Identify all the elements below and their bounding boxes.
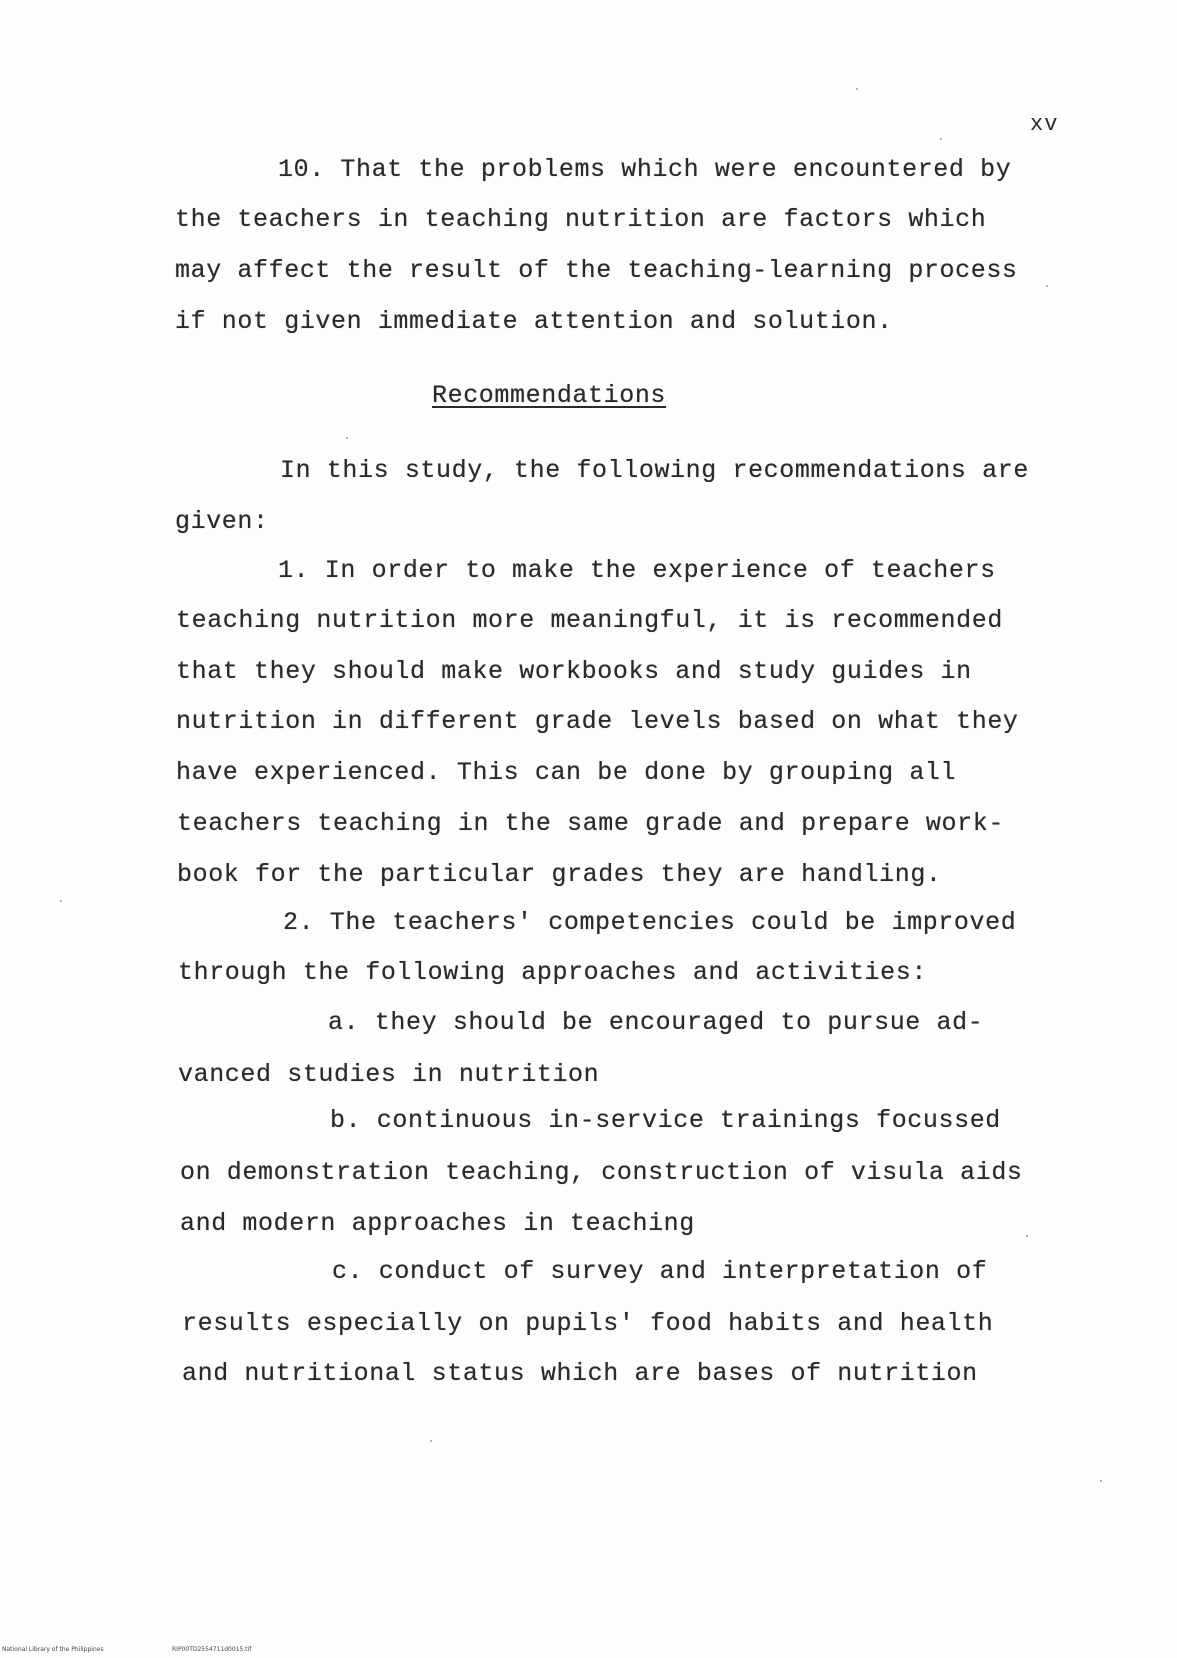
scan-speck bbox=[940, 138, 942, 140]
item-2a-line-2: vanced studies in nutrition bbox=[178, 1060, 600, 1089]
item-1-line-1: 1. In order to make the experience of teachers bbox=[278, 556, 996, 585]
item-2c-line-3: and nutritional status which are bases of nutrition bbox=[182, 1359, 978, 1388]
paragraph-10-line-3: may affect the result of the teaching-learning process bbox=[175, 256, 1018, 285]
item-2b-line-2: on demonstration teaching, construction of visula aids bbox=[180, 1158, 1023, 1187]
item-2c-line-1: c. conduct of survey and interpretation of bbox=[332, 1257, 988, 1286]
section-heading: Recommendations bbox=[432, 381, 667, 410]
scan-speck bbox=[856, 88, 858, 90]
item-1-line-4: nutrition in different grade levels based on what they bbox=[176, 707, 1019, 736]
item-2b-line-1: b. continuous in-service trainings focussed bbox=[330, 1106, 1001, 1135]
item-1-line-2: teaching nutrition more meaningful, it is recommended bbox=[176, 606, 1003, 635]
item-1-line-7: book for the particular grades they are handling. bbox=[177, 860, 942, 889]
scan-speck bbox=[430, 1440, 432, 1442]
scan-speck bbox=[1046, 285, 1048, 287]
item-1-line-5: have experienced. This can be done by grouping all bbox=[176, 758, 957, 787]
scan-speck bbox=[346, 437, 348, 439]
page-number: xv bbox=[1030, 112, 1059, 137]
intro-line-2: given: bbox=[175, 507, 269, 536]
footer-filename: RIP00TD2554711d0015.tif bbox=[172, 1646, 252, 1653]
paragraph-10-line-1: 10. That the problems which were encountered by bbox=[278, 155, 1012, 184]
item-2b-line-3: and modern approaches in teaching bbox=[180, 1209, 695, 1238]
item-1-line-6: teachers teaching in the same grade and prepare work- bbox=[177, 809, 1004, 838]
item-2-line-2: through the following approaches and activities: bbox=[178, 958, 927, 987]
footer-library: National Library of the Philippines bbox=[2, 1646, 104, 1653]
paragraph-10-line-2: the teachers in teaching nutrition are factors which bbox=[175, 205, 987, 234]
paragraph-10-line-4: if not given immediate attention and solution. bbox=[175, 307, 893, 336]
item-1-line-3: that they should make workbooks and study guides in bbox=[176, 657, 972, 686]
item-2a-line-1: a. they should be encouraged to pursue ad- bbox=[328, 1008, 984, 1037]
intro-line-1: In this study, the following recommendations are bbox=[280, 456, 1029, 485]
item-2c-line-2: results especially on pupils' food habits and health bbox=[182, 1309, 994, 1338]
scan-speck bbox=[60, 900, 62, 902]
scan-speck bbox=[1026, 1235, 1028, 1237]
item-2-line-1: 2. The teachers' competencies could be improved bbox=[283, 908, 1017, 937]
scan-speck bbox=[1100, 1480, 1102, 1482]
